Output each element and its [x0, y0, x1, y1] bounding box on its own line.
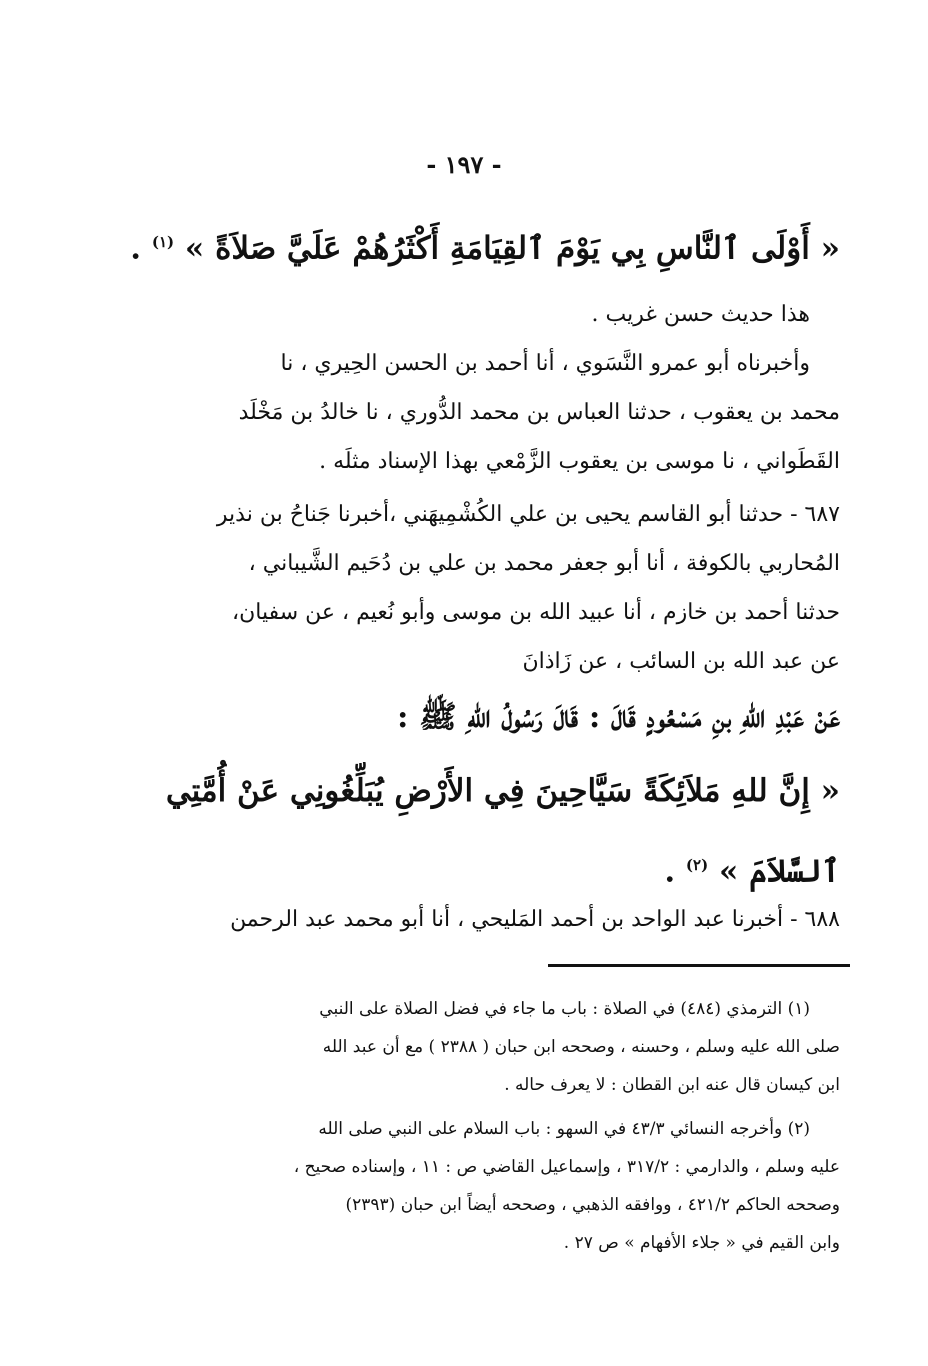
hadith-line: « إِنَّ للهِ مَلاَئِكَةً سَيَّاحِينَ فِي الأَرْضِ يُبَلِّغُونِي عَنْ أُمَّتِي: [165, 773, 840, 809]
hadith-end-mark: .: [130, 230, 142, 267]
hadith-block-1: [130, 205, 840, 285]
hadith-line: [130, 205, 840, 285]
text-line: القَطَواني ، نا موسى بن يعقوب الزَّمْعي بهذا الإسناد مثلَه .: [319, 449, 840, 474]
text-line: ٦٨٨ - أخبرنا عبد الواحد بن أحمد المَليحي ، أنا أبو محمد عبد الرحمن: [230, 907, 840, 932]
footnote-1: [190, 990, 840, 1104]
footnote-line: صلى الله عليه وسلم ، وحسنه ، وصححه ابن حبان ( ٢٣٨٨ ) مع أن عبد الله: [322, 1037, 840, 1057]
text-line: وأخبرناه أبو عمرو النَّسَوي ، أنا أحمد بن الحسن الحِيري ، نا: [280, 351, 810, 376]
paragraph-1: [190, 290, 840, 486]
text-line: المُحاربي بالكوفة ، أنا أبو جعفر محمد بن علي بن دُحَيم الشَّيباني ،: [248, 551, 840, 576]
footnote-line: عليه وسلم ، والدارمي : ٣١٧/٢ ، وإسماعيل القاضي ص : ١١ ، وإسناده صحيح ،: [293, 1157, 840, 1177]
text-line: عن عبد الله بن السائب ، عن زَاذانَ: [522, 649, 840, 674]
hadith-text: ٱلسَّلاَمَ »: [719, 853, 840, 890]
footnote-line: وصححه الحاكم ٤٢١/٢ ، ووافقه الذهبي ، وصححه أيضاً ابن حبان (٢٣٩٣): [345, 1195, 840, 1215]
page-number: - ١٩٧ -: [426, 150, 502, 179]
text-line: حدثنا أحمد بن خازم ، أنا عبيد الله بن موسى وأبو نُعيم ، عن سفيان،: [232, 600, 840, 625]
text-line: هذا حديث حسن غريب .: [591, 302, 810, 327]
footnote-ref-1: (١): [151, 233, 175, 251]
footnote-line: وابن القيم في « جلاء الأفهام » ص ٢٧ .: [563, 1233, 840, 1253]
text-line: محمد بن يعقوب ، حدثنا العباس بن محمد الدُّوري ، نا خالدُ بن مَخْلَد: [238, 400, 840, 425]
footnote-divider: [548, 964, 850, 967]
footnotes: [190, 990, 840, 1268]
paragraph-688: [190, 895, 840, 944]
footnote-ref-2: (٢): [685, 856, 709, 874]
footnote-line: (٢) وأخرجه النسائي ٤٣/٣ في السهو : باب السلام على النبي صلى الله: [318, 1119, 810, 1139]
footnote-line: (١) الترمذي (٤٨٤) في الصلاة : باب ما جاء في فضل الصلاة على النبي: [319, 999, 810, 1019]
hadith-block-2: [165, 680, 840, 908]
text-line: ٦٨٧ - حدثنا أبو القاسم يحيى بن علي الكُشْمِيهَني ،أخبرنا جَناحُ بن نذير: [216, 502, 840, 527]
hadith-line: عَنْ عَبْدِ اللهِ بنِ مَسْعُودٍ قَالَ : قَالَ رَسُولُ اللهِ ﷺ :: [396, 699, 840, 735]
paragraph-687: [190, 490, 840, 686]
hadith-end-mark: .: [664, 853, 676, 890]
footnote-line: ابن كيسان قال عنه ابن القطان : لا يعرف حاله .: [504, 1075, 840, 1095]
hadith-text: « أَوْلَى ٱلنَّاسِ بِي يَوْمَ ٱلقِيَامَةِ أَكْثَرُهُمْ عَلَيَّ صَلاَةً »: [184, 230, 840, 267]
footnote-2: [190, 1110, 840, 1262]
